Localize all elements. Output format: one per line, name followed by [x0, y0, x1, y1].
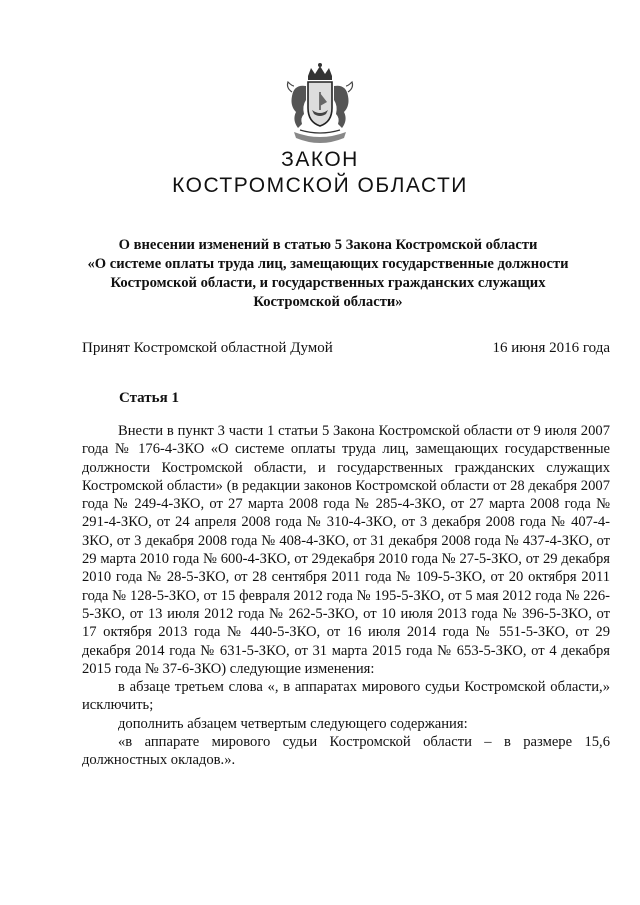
subtitle-line: Костромской области» — [253, 294, 403, 310]
subtitle-line: Костромской области, и государственных гражданских служащих — [110, 275, 546, 291]
article-paragraph: «в аппарате мирового судьи Костромской области – в размере 15,6 должностных окладов.». — [82, 734, 610, 769]
subtitle-line: О внесении изменений в статью 5 Закона Костромской области — [118, 237, 538, 253]
adopting-body: Принят Костромской областной Думой — [82, 340, 333, 356]
article-heading: Статья 1 — [119, 390, 179, 406]
subtitle-line: «О системе оплаты труда лиц, замещающих государственные должности — [87, 256, 569, 272]
adoption-date: 16 июня 2016 года — [492, 340, 610, 356]
adoption-line — [82, 340, 610, 357]
kostroma-coat-of-arms-icon — [280, 62, 360, 150]
article-paragraph: Внести в пункт 3 части 1 статьи 5 Закона Костромской области от 9 июля 2007 года № 176-4-ЗКО «О системе оплаты труда лиц, замещающих государственные должности Костромской области, и государственных гражданских служащих Костромской области» (в редакции законов Костромской области от 28 декабря 2007 года № 249-4-ЗКО, от 27 марта 2008 года № 285-4-ЗКО, от 27 марта 2008 года № 291-4-ЗКО, от 24 апреля 2008 года № 310-4-ЗКО, от 3 декабря 2008 года № 407-4-ЗКО, от 3 декабря 2008 года № 408-4-ЗКО, от 31 декабря 2008 года № 437-4-ЗКО, от 29 марта 2010 года № 600-4-ЗКО, от 29декабря 2010 года № 27-5-ЗКО, от 29 декабря 2010 года № 28-5-ЗКО, от 28 сентября 2011 года № 109-5-ЗКО, от 20 октября 2011 года № 128-5-ЗКО, от 15 февраля 2012 года № 195-5-ЗКО, от 5 мая 2012 года № 226-5-ЗКО, от 13 июля 2012 года № 262-5-ЗКО, от 10 июля 2013 года № 396-5-ЗКО, от 17 октября 2013 года № 440-5-ЗКО, от 16 июля 2014 года № 551-5-ЗКО, от 29 декабря 2014 года № 631-5-ЗКО, от 31 марта 2015 года № 653-5-ЗКО, от 4 декабря 2015 года № 37-6-ЗКО) следующие изменения: — [82, 423, 610, 677]
law-subtitle — [80, 236, 576, 312]
article-body — [82, 422, 610, 770]
law-title: ЗАКОН — [281, 148, 359, 171]
region-title: КОСТРОМСКОЙ ОБЛАСТИ — [172, 174, 468, 197]
article-paragraph: в абзаце третьем слова «, в аппаратах мирового судьи Костромской области,» исключить; — [82, 679, 610, 714]
article-paragraph: дополнить абзацем четвертым следующего содержания: — [118, 715, 468, 732]
